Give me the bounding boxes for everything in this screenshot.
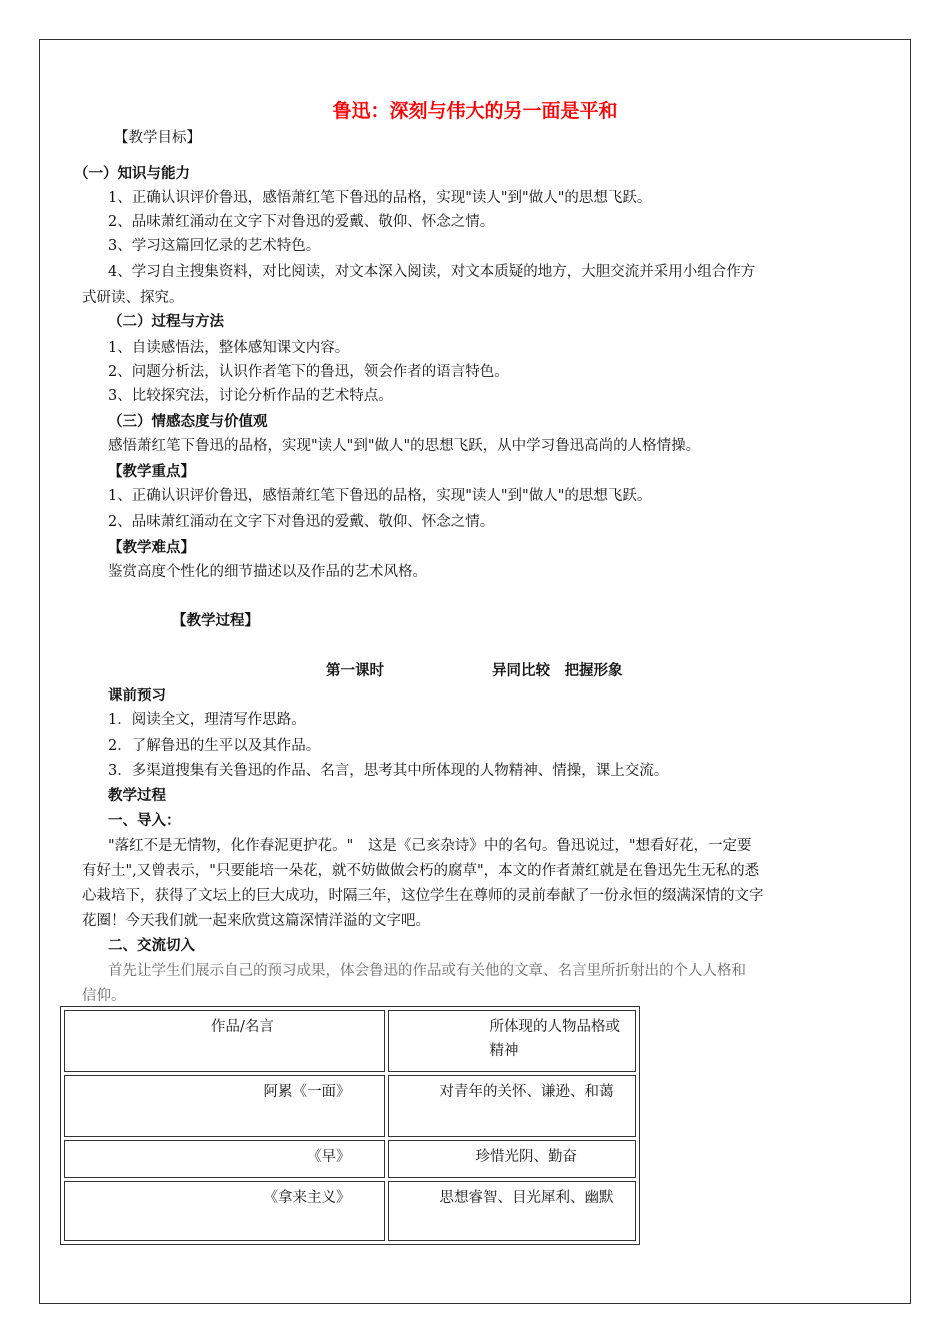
process-method-item: 1、自读感悟法，整体感知课文内容。 (108, 340, 350, 356)
table-cell: 珍惜光阴、勤奋 (388, 1140, 636, 1178)
knowledge-item: 4、学习自主搜集资料，对比阅读，对文本深入阅读，对文本质疑的地方，大胆交流并采用小组合作方 (108, 264, 756, 280)
emotion-text: 感悟萧红笔下鲁迅的品格，实现"读人"到"做人"的思想飞跃，从中学习鲁迅高尚的人格情操。 (108, 438, 701, 454)
intro-line: 有好土",又曾表示，"只要能培一朵花，就不妨做做会朽的腐草"，本文的作者萧红就是在鲁迅先生无私的悉 (82, 863, 760, 879)
intro-heading: 一、导入： (108, 812, 181, 829)
knowledge-item: 3、学习这篇回忆录的艺术特色。 (108, 238, 321, 254)
emotion-heading: （三）情感态度与价值观 (108, 413, 268, 430)
table-cell: 《早》 (64, 1140, 385, 1178)
knowledge-heading: （一）知识与能力 (74, 165, 190, 182)
page-title: 鲁迅：深刻与伟大的另一面是平和 (332, 100, 618, 122)
works-table (60, 1006, 640, 1245)
preview-heading: 课前预习 (108, 687, 166, 704)
objectives-heading: 【教学目标】 (114, 130, 201, 146)
knowledge-item: 式研读、探究。 (82, 290, 184, 306)
knowledge-item: 1、正确认识评价鲁迅，感悟萧红笔下鲁迅的品格，实现"读人"到"做人"的思想飞跃。 (108, 190, 652, 206)
process-method-item: 3、比较探究法，讨论分析作品的艺术特点。 (108, 388, 393, 404)
knowledge-item: 2、品味萧红涌动在文字下对鲁迅的爱戴、敬仰、怀念之情。 (108, 214, 495, 230)
table-header-cell: 所体现的人物品格或精神 (388, 1010, 636, 1072)
teaching-process-heading: 教学过程 (108, 787, 166, 804)
table-cell: 思想睿智、目光犀利、幽默 (388, 1181, 636, 1241)
process-method-item: 2、问题分析法，认识作者笔下的鲁迅，领会作者的语言特色。 (108, 364, 509, 380)
exchange-line: 信仰。 (82, 988, 126, 1004)
key-point-item: 2、品味萧红涌动在文字下对鲁迅的爱戴、敬仰、怀念之情。 (108, 514, 495, 530)
lesson-topic: 异同比较 把握形象 (492, 662, 623, 679)
preview-item: 3．多渠道搜集有关鲁迅的作品、名言，思考其中所体现的人物精神、情操，课上交流。 (108, 763, 669, 779)
table-header-cell: 作品/名言 (64, 1010, 385, 1072)
process-method-heading: （二）过程与方法 (108, 313, 224, 330)
intro-line: "落红不是无情物，化作春泥更护花。" 这是《己亥杂诗》中的名句。鲁迅说过，"想看好花，一定要 (108, 838, 752, 854)
exchange-line: 首先让学生们展示自己的预习成果，体会鲁迅的作品或有关他的文章、名言里所折射出的个人人格和 (108, 963, 746, 979)
preview-item: 2．了解鲁迅的生平以及其作品。 (108, 738, 321, 754)
key-points-heading: 【教学重点】 (108, 463, 195, 480)
table-header-row (64, 1010, 636, 1072)
intro-line: 花圈！今天我们就一起来欣赏这篇深情洋溢的文字吧。 (82, 913, 430, 929)
table-cell: 对青年的关怀、谦逊、和蔼 (388, 1075, 636, 1137)
table-row (64, 1181, 636, 1241)
table-row (64, 1075, 636, 1137)
table-cell: 《拿来主义》 (64, 1181, 385, 1241)
intro-line: 心栽培下，获得了文坛上的巨大成功，时隔三年，这位学生在尊师的灵前奉献了一份永恒的缀满深情的文字 (82, 888, 764, 904)
difficulty-text: 鉴赏高度个性化的细节描述以及作品的艺术风格。 (108, 564, 427, 580)
table-cell: 阿累《一面》 (64, 1075, 385, 1137)
exchange-heading: 二、交流切入 (108, 937, 195, 954)
difficulty-heading: 【教学难点】 (108, 539, 195, 556)
process-heading: 【教学过程】 (172, 612, 259, 629)
key-point-item: 1、正确认识评价鲁迅，感悟萧红笔下鲁迅的品格，实现"读人"到"做人"的思想飞跃。 (108, 488, 652, 504)
table-row (64, 1140, 636, 1178)
lesson-label: 第一课时 (326, 662, 384, 679)
preview-item: 1．阅读全文，理清写作思路。 (108, 712, 306, 728)
